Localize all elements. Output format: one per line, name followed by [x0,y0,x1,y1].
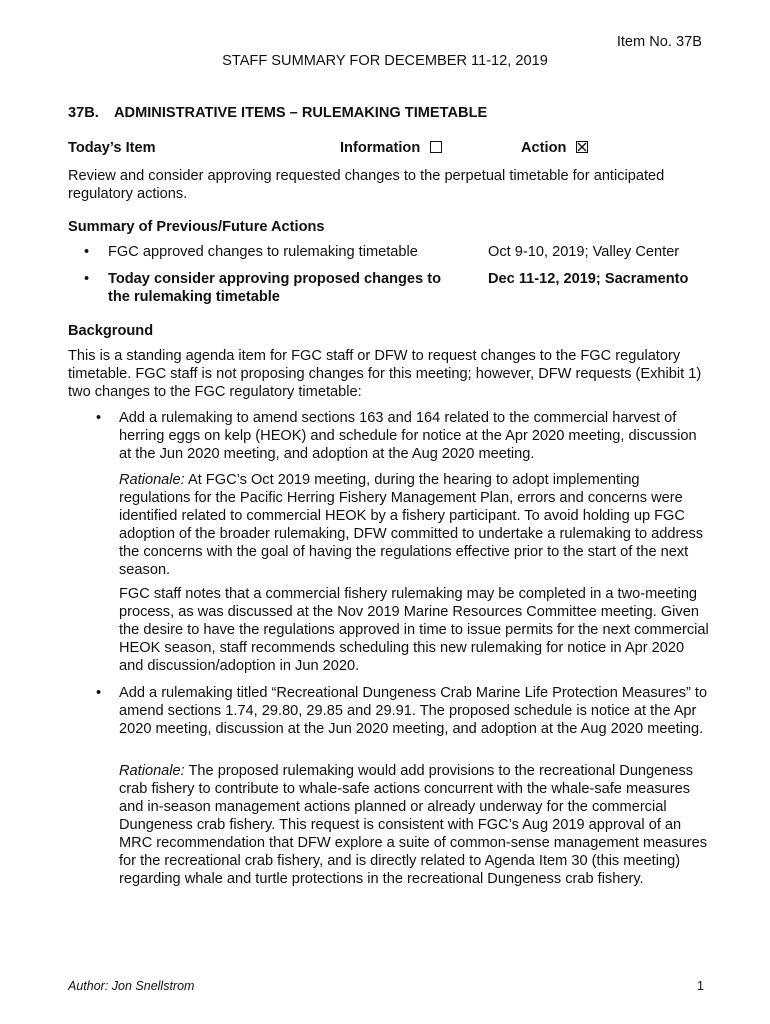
section-title: ADMINISTRATIVE ITEMS – RULEMAKING TIMETABLE [114,105,488,121]
todays-item-row [68,139,708,159]
background-heading: Background [68,323,154,339]
rationale-paragraph [119,762,709,888]
staff-note-paragraph: FGC staff notes that a commercial fishery rulemaking may be completed in a two-meeting process, as was discussed at the Nov 2019 Marine Resources Committee meeting. Given the desire to have the regulations approved in time to issue permits for the next commercial HEOK season, staff recommends scheduling this new rulemaking for notice in Apr 2020 and discussion/adoption in Jun 2020. [119,586,709,674]
rationale-label: Rationale: [119,763,185,779]
rationale-text: At FGC’s Oct 2019 meeting, during the hearing to adopt implementing regulations for the Pacific Herring Fishery Management Plan, errors and concerns were identified related to commercial HEOK by a fishery participant. To avoid holding up FGC adoption of the broader rulemaking, DFW committed to undertake a rulemaking to address the concerns with the goal of having the regulations effective prior to the start of the next season. [119,472,704,578]
summary-item-date: Dec 11-12, 2019; Sacramento [488,271,689,287]
item-number: Item No. 37B [616,34,702,50]
action-label: Action [521,140,567,156]
action-option [521,139,588,157]
author-footer: Author: Jon Snellstrom [68,979,195,993]
page-number: 1 [697,979,704,993]
review-text: Review and consider approving requested changes to the perpetual timetable for anticipated regulatory actions. [68,168,665,202]
section-number: 37B. [68,105,99,121]
rationale-text: The proposed rulemaking would add provisions to the recreational Dungeness crab fishery to contribute to whale-safe actions concurrent with the whale-safe measures and in-season management actions planned or already underway for the commercial Dungeness crab fishery. This request is consistent with FGC’s Aug 2019 approval of an MRC recommendation that DFW explore a suite of common-sense management measures for the recreational crab fishery, and is directly related to Agenda Item 30 (this meeting) regarding whale and turtle protections in the recreational Dungeness crab fishery. [119,763,708,887]
staff-summary-title: STAFF SUMMARY FOR DECEMBER 11-12, 2019 [222,53,548,69]
rationale-label: Rationale: [119,472,185,488]
summary-item-text: Today consider approving proposed changes to the rulemaking timetable [108,271,441,305]
bullet-icon: • [84,244,90,260]
bullet-icon: • [96,410,102,426]
bullet-icon: • [96,685,102,701]
section-heading [68,104,487,122]
background-intro: This is a standing agenda item for FGC staff or DFW to request changes to the FGC regulatory timetable. FGC staff is not proposing changes for this meeting; however, DFW requests (Exhibit 1) two changes to the FGC regulatory timetable: [68,348,702,400]
bullet-icon: • [84,271,90,287]
information-option [340,139,442,157]
action-checkbox-checked-icon [576,141,588,153]
rationale-paragraph [119,471,709,579]
summary-item-date: Oct 9-10, 2019; Valley Center [488,244,680,260]
todays-item-label: Today’s Item [68,140,156,156]
summary-item-text: FGC approved changes to rulemaking timetable [108,244,418,260]
background-item-text: Add a rulemaking to amend sections 163 and 164 related to the commercial harvest of herring eggs on kelp (HEOK) and schedule for notice at the Apr 2020 meeting, discussion at the Jun 2020 meeting, and adoption at the Aug 2020 meeting. [119,410,697,462]
information-checkbox-icon [430,141,442,153]
summary-item [68,270,708,310]
background-item-text: Add a rulemaking titled “Recreational Dungeness Crab Marine Life Protection Measures” to amend sections 1.74, 29.80, 29.85 and 29.91. The proposed schedule is notice at the Apr 2020 meeting, discussion at the Jun 2020 meeting, and adoption at the Aug 2020 meeting. [119,685,708,737]
summary-heading: Summary of Previous/Future Actions [68,219,325,235]
information-label: Information [340,140,421,156]
